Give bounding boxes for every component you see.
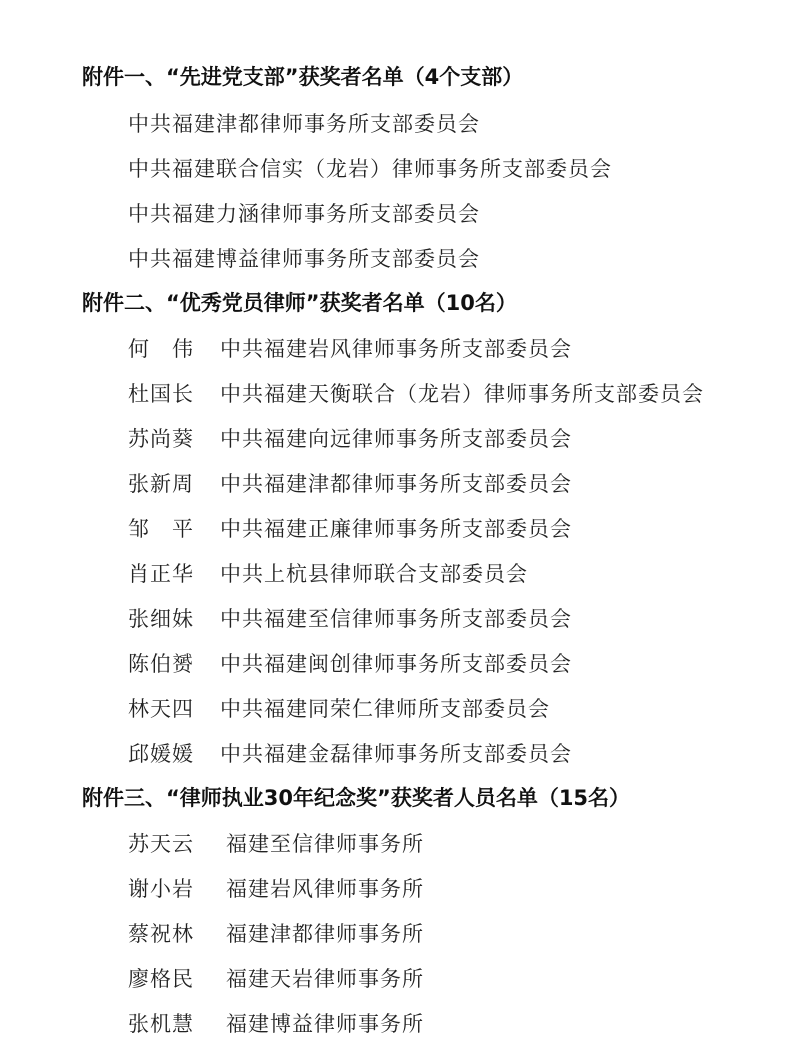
awardee-name: 肖正华	[128, 562, 194, 586]
awardee-name: 廖格民	[128, 967, 194, 991]
section1-item: 中共福建力涵律师事务所支部委员会	[128, 202, 480, 226]
awardee-org: 中共福建闽创律师事务所支部委员会	[220, 652, 572, 676]
awardee-org: 福建岩风律师事务所	[226, 877, 424, 901]
awardee-name: 苏天云	[128, 832, 194, 856]
awardee-org: 中共福建金磊律师事务所支部委员会	[220, 742, 572, 766]
awardee-name: 张细妹	[128, 607, 194, 631]
section1-heading: 附件一、“先进党支部”获奖者名单（4个支部）	[82, 65, 524, 89]
awardee-org: 福建至信律师事务所	[226, 832, 424, 856]
section1-item: 中共福建联合信实（龙岩）律师事务所支部委员会	[128, 157, 612, 181]
awardee-org: 福建博益律师事务所	[226, 1012, 424, 1036]
section3-heading: 附件三、“律师执业30年纪念奖”获奖者人员名单（15名）	[82, 786, 631, 810]
awardee-name: 苏尚葵	[128, 427, 194, 451]
section3-row	[128, 1010, 424, 1038]
awardee-name: 张新周	[128, 472, 194, 496]
section2-row	[128, 470, 572, 498]
awardee-name: 蔡祝林	[128, 922, 194, 946]
awardee-name: 邱媛媛	[128, 742, 194, 766]
awardee-name: 邹 平	[128, 517, 194, 541]
awardee-org: 中共福建至信律师事务所支部委员会	[220, 607, 572, 631]
awardee-org: 中共福建向远律师事务所支部委员会	[220, 427, 572, 451]
section2-heading: 附件二、“优秀党员律师”获奖者名单（10名）	[82, 291, 517, 315]
awardee-name: 杜国长	[128, 382, 194, 406]
section2-row	[128, 650, 572, 678]
section2-row	[128, 380, 704, 408]
awardee-org: 福建津都律师事务所	[226, 922, 424, 946]
awardee-org: 中共福建岩风律师事务所支部委员会	[220, 337, 572, 361]
section2-row	[128, 605, 572, 633]
awardee-org: 中共福建正廉律师事务所支部委员会	[220, 517, 572, 541]
awardee-name: 张机慧	[128, 1012, 194, 1036]
awardee-org: 中共福建津都律师事务所支部委员会	[220, 472, 572, 496]
awardee-org: 福建天岩律师事务所	[226, 967, 424, 991]
awardee-org: 中共上杭县律师联合支部委员会	[220, 562, 528, 586]
section2-row	[128, 740, 572, 768]
awardee-name: 陈伯赟	[128, 652, 194, 676]
section2-row	[128, 695, 550, 723]
section3-row	[128, 875, 424, 903]
section2-row	[128, 425, 572, 453]
awardee-org: 中共福建天衡联合（龙岩）律师事务所支部委员会	[220, 382, 704, 406]
section2-row	[128, 560, 528, 588]
awardee-name: 林天四	[128, 697, 194, 721]
section1-item: 中共福建津都律师事务所支部委员会	[128, 112, 480, 136]
section1-item: 中共福建博益律师事务所支部委员会	[128, 247, 480, 271]
awardee-org: 中共福建同荣仁律师所支部委员会	[220, 697, 550, 721]
section2-row	[128, 335, 572, 363]
section3-row	[128, 965, 424, 993]
section3-row	[128, 920, 424, 948]
awardee-name: 何 伟	[128, 337, 194, 361]
section2-row	[128, 515, 572, 543]
awardee-name: 谢小岩	[128, 877, 194, 901]
section3-row	[128, 830, 424, 858]
